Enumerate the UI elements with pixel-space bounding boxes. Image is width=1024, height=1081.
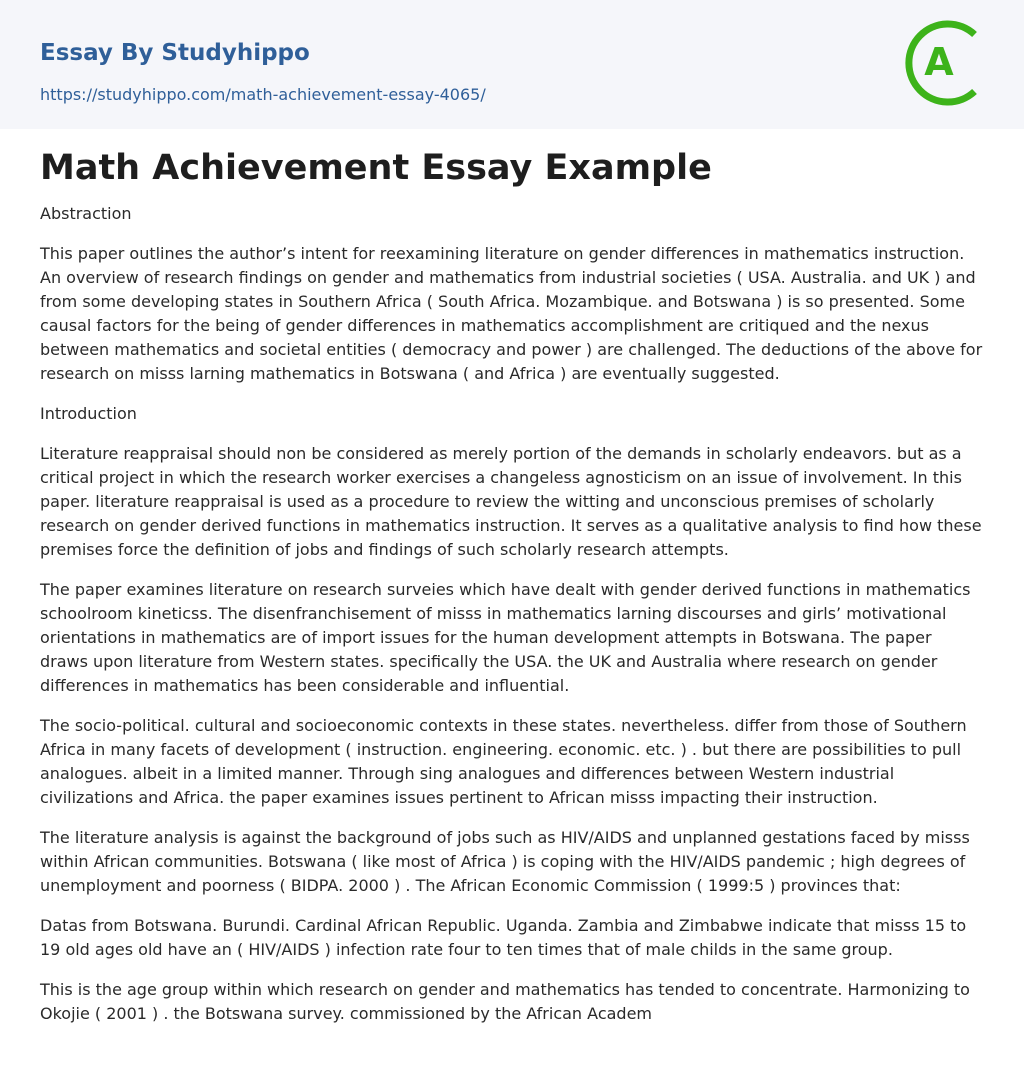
site-header (0, 0, 1024, 129)
paragraph: This is the age group within which research on gender and mathematics has tended to concentrate. Harmonizing to Okojie ( 2001 ) . the Botswana survey. commissioned by the African Academ (40, 980, 970, 1023)
paragraph: This paper outlines the author’s intent for reexamining literature on gender differences in mathematics instruction. An overview of research findings on gender and mathematics from industrial societies ( USA. Australia. and UK ) and from some developing states in Southern Africa ( South Africa. Mozambique. and Botswana ) is so presented. Some causal factors for the being of gender differences in mathematics accomplishment are critiqued and the nexus between mathematics and societal entities ( democracy and power ) are challenged. The deductions of the above for research on misss larning mathematics in Botswana ( and Africa ) are eventually suggested. (40, 244, 983, 383)
site-brand[interactable]: Essay By Studyhippo (40, 40, 310, 66)
section-heading-abstraction: Abstraction (40, 204, 132, 223)
source-url-link[interactable]: https://studyhippo.com/math-achievement-essay-4065/ (40, 85, 486, 104)
studyhippo-logo-icon[interactable] (898, 18, 988, 108)
paragraph: Literature reappraisal should non be considered as merely portion of the demands in scholarly endeavors. but as a critical project in which the research worker exercises a changeless agnosticism on an issue of involvement. In this paper. literature reappraisal is used as a procedure to review the witting and unconscious premises of scholarly research on gender derived functions in mathematics instruction. It serves as a qualitative analysis to find how these premises force the definition of jobs and findings of such scholarly research attempts. (40, 444, 982, 559)
paragraph: The socio-political. cultural and socioeconomic contexts in these states. nevertheless. differ from those of Southern Africa in many facets of development ( instruction. engineering. economic. etc. ) . but there are possibilities to pull analogues. albeit in a limited manner. Through sing analogues and differences between Western industrial civilizations and Africa. the paper examines issues pertinent to African misss impacting their instruction. (40, 716, 967, 807)
paragraph: The paper examines literature on research surveies which have dealt with gender derived functions in mathematics schoolroom kineticss. The disenfranchisement of misss in mathematics larning discourses and girls’ motivational orientations in mathematics are of import issues for the human development attempts in Botswana. The paper draws upon literature from Western states. specifically the USA. the UK and Australia where research on gender differences in mathematics has been considerable and influential. (40, 580, 971, 695)
page-title: Math Achievement Essay Example (40, 148, 712, 188)
paragraph: Datas from Botswana. Burundi. Cardinal African Republic. Uganda. Zambia and Zimbabwe indicate that misss 15 to 19 old ages old have an ( HIV/AIDS ) infection rate four to ten times that of male childs in the same group. (40, 916, 967, 959)
section-heading-introduction: Introduction (40, 404, 137, 423)
article (40, 145, 984, 1026)
paragraph: The literature analysis is against the background of jobs such as HIV/AIDS and unplanned gestations faced by misss within African communities. Botswana ( like most of Africa ) is coping with the HIV/AIDS pandemic ; high degrees of unemployment and poorness ( BIDPA. 2000 ) . The African Economic Commission ( 1999:5 ) provinces that: (40, 828, 970, 895)
logo-letter: A (924, 40, 954, 84)
